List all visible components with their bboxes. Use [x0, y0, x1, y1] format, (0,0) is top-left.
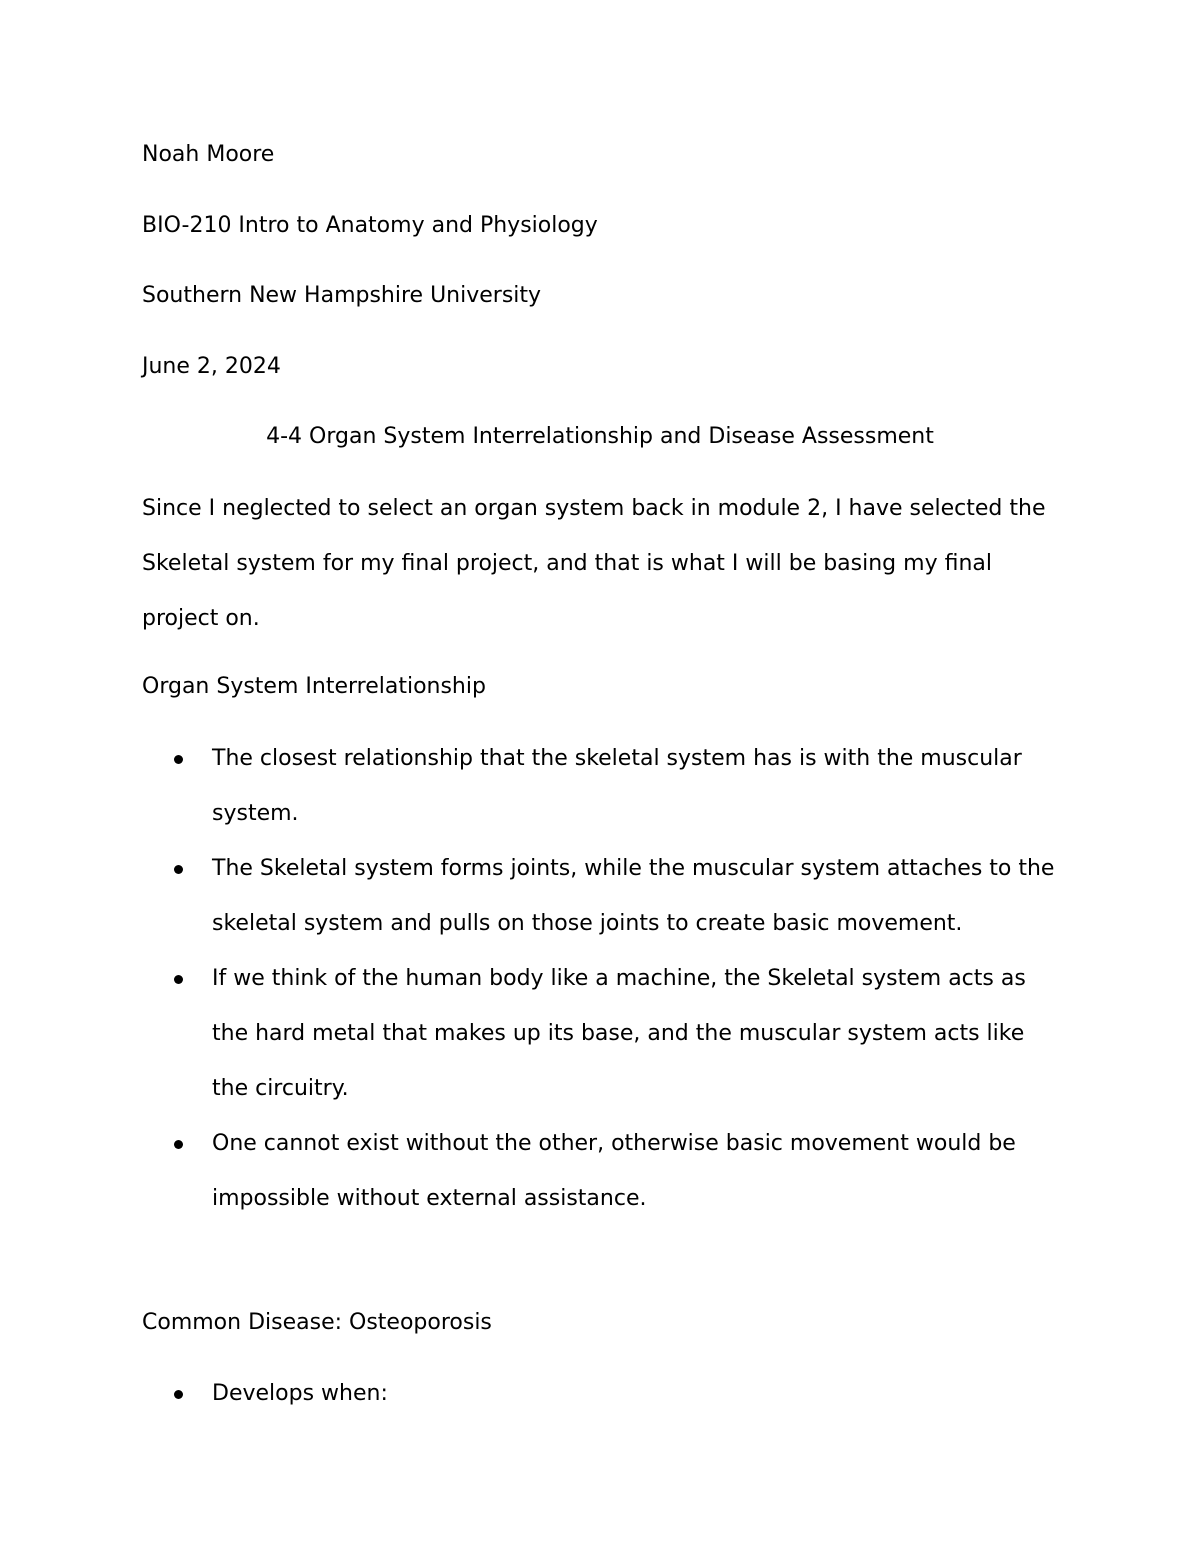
list-item-text: The Skeletal system forms joints, while the muscular system attaches to the skeletal system and pulls on those joints to create basic movement. — [212, 856, 1055, 936]
bullet-icon — [174, 865, 183, 874]
bullet-icon — [174, 1390, 183, 1399]
list-item-text: One cannot exist without the other, otherwise basic movement would be impossible without external assistance. — [212, 1131, 1016, 1211]
bullet-icon — [174, 1140, 183, 1149]
list-item-text: The closest relationship that the skeletal system has is with the muscular system. — [212, 746, 1022, 826]
interrelationship-list — [212, 731, 1062, 1226]
author-name: Noah Moore — [142, 142, 275, 167]
bullet-icon — [174, 975, 183, 984]
list-item — [212, 841, 1062, 951]
course-title: BIO-210 Intro to Anatomy and Physiology — [142, 213, 598, 238]
university-name: Southern New Hampshire University — [142, 283, 542, 308]
list-item-text: If we think of the human body like a machine, the Skeletal system acts as the hard metal that makes up its base, and the muscular system acts like the circuitry. — [212, 966, 1026, 1101]
list-item — [212, 731, 1062, 841]
list-item-text: Develops when: — [212, 1381, 388, 1406]
section-heading-interrelationship: Organ System Interrelationship — [142, 674, 486, 699]
document-date: June 2, 2024 — [142, 354, 281, 379]
document-title: 4-4 Organ System Interrelationship and Disease Assessment — [266, 424, 934, 449]
disease-list — [212, 1366, 1062, 1421]
intro-paragraph: Since I neglected to select an organ system back in module 2, I have selected the Skeletal system for my final project, and that is what I will be basing my final project on. — [142, 496, 1046, 631]
section-heading-disease: Common Disease: Osteoporosis — [142, 1310, 492, 1335]
list-item — [212, 951, 1062, 1116]
list-item — [212, 1116, 1062, 1226]
bullet-icon — [174, 755, 183, 764]
list-item — [212, 1366, 1062, 1421]
